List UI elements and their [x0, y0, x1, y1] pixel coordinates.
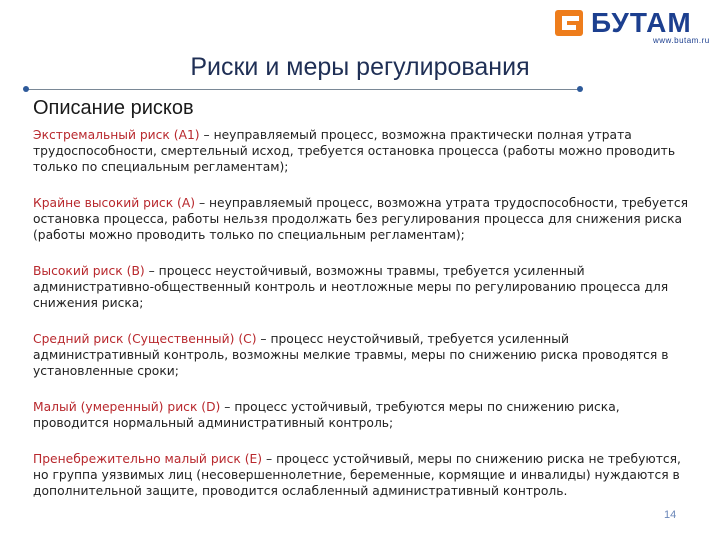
- risk-name: Крайне высокий риск (А): [33, 196, 196, 210]
- logo-mark-icon: [555, 8, 585, 38]
- page-number: 14: [664, 509, 677, 521]
- risk-description: – процесс устойчивый, требуются меры по снижению риска, проводится нормальный административный контроль;: [33, 400, 620, 430]
- risk-description: – процесс неустойчивый, возможны травмы, требуется усиленный административно-общественный контроль и неотложные меры по регулированию процесса для снижения риска;: [33, 264, 669, 310]
- divider-dot-right: [577, 86, 583, 92]
- title-divider: [26, 89, 580, 90]
- section-heading: Описание рисков: [33, 97, 194, 119]
- divider-dot-left: [23, 86, 29, 92]
- risk-item-d: [33, 399, 693, 431]
- risk-description: – неуправляемый процесс, возможна практически полная утрата трудоспособности, смертельный исход, требуется остановка процесса (работы можно проводить только по специальным регламентам);: [33, 128, 676, 174]
- risk-description: – неуправляемый процесс, возможна утрата трудоспособности, требуется остановка процесса, работы нельзя продолжать без регулирования процесса для снижения риска (работы можно проводить только по специальным регламентам);: [33, 196, 688, 242]
- risk-list: [33, 127, 693, 519]
- risk-item-a: [33, 195, 693, 243]
- risk-item-c: [33, 331, 693, 379]
- risk-description: – процесс неустойчивый, требуется усиленный административный контроль, возможны мелкие травмы, меры по снижению риска проводятся в установленные сроки;: [33, 332, 669, 378]
- risk-item-b: [33, 263, 693, 311]
- logo-wordmark: БУТАМ: [591, 7, 692, 38]
- risk-name: Средний риск (Существенный) (С): [33, 332, 257, 346]
- risk-item-a1: [33, 127, 693, 175]
- company-logo: [555, 7, 715, 45]
- risk-name: Малый (умеренный) риск (D): [33, 400, 221, 414]
- risk-name: Экстремальный риск (А1): [33, 128, 200, 142]
- risk-item-e: [33, 451, 693, 499]
- risk-name: Высокий риск (В): [33, 264, 145, 278]
- risk-name: Пренебрежительно малый риск (Е): [33, 452, 263, 466]
- logo-url: www.butam.ru: [653, 36, 710, 45]
- page-title: Риски и меры регулирования: [190, 53, 530, 81]
- risk-description: – процесс устойчивый, меры по снижению риска не требуются, но группа уязвимых лиц (несовершеннолетние, беременные, кормящие и инвалиды) нуждаются в дополнительной защите, проводится ослабленный административный контроль.: [33, 452, 681, 498]
